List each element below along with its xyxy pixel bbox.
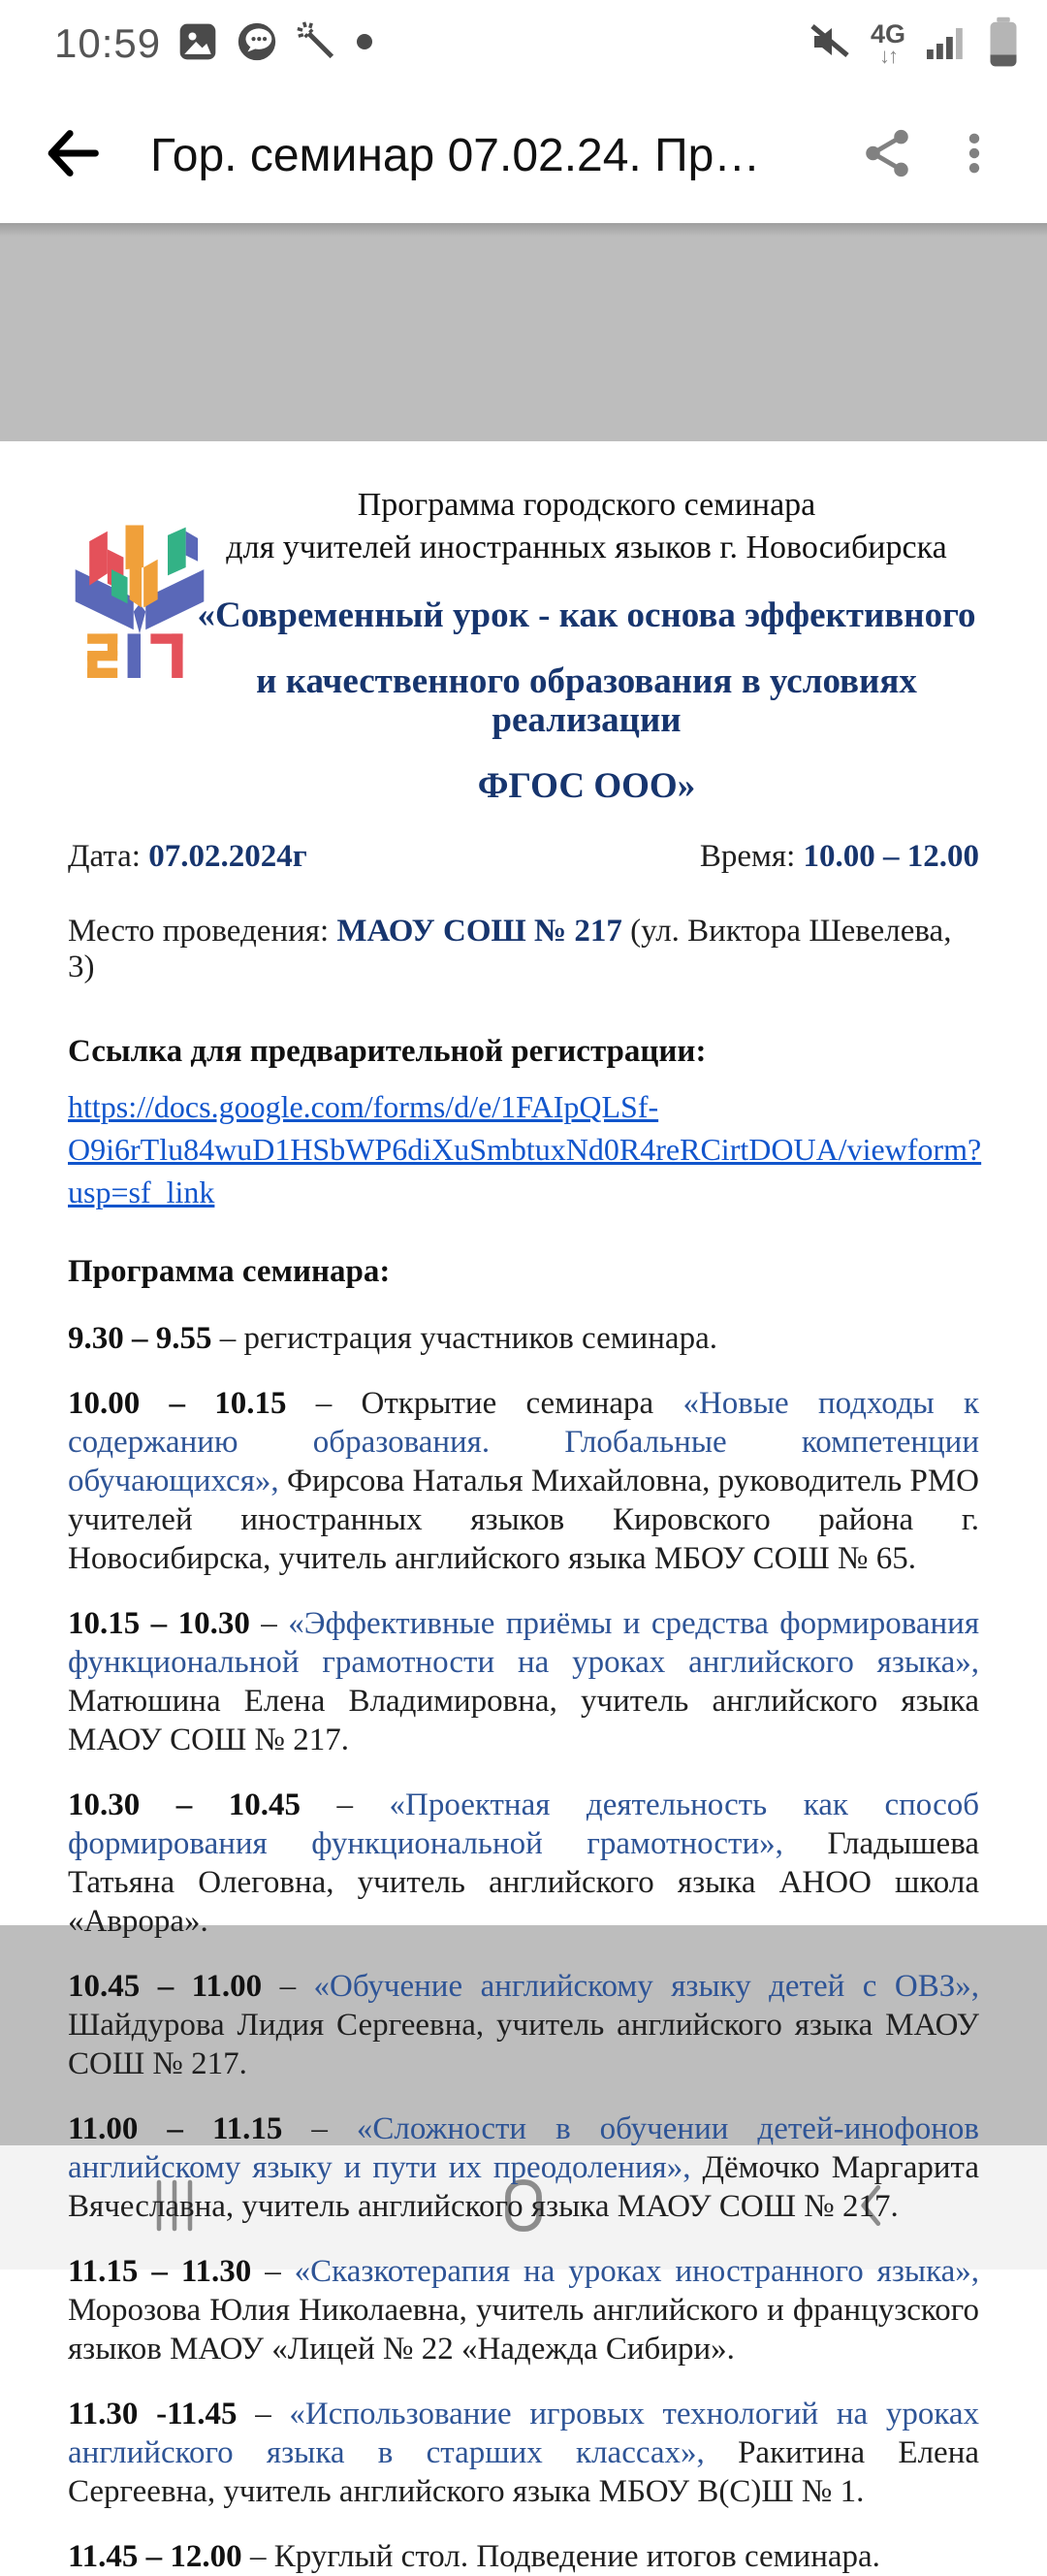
registration-link[interactable]: https://docs.google.com/forms/d/e/1FAIpQLSf-O9i6rTlu84wuD1HSbWP6diXuSmbtuxNd0R4reRCirtDOUA/viewform?usp=sf_link xyxy=(68,1089,982,1209)
overflow-menu-button[interactable] xyxy=(931,112,1018,199)
gallery-icon xyxy=(176,20,219,68)
location-line: Место проведения: МАОУ СОШ № 217 (ул. Виктора Шевелева, 3) xyxy=(68,914,952,984)
app-bar xyxy=(0,87,1047,223)
program-item: 10.00 – 10.15 – Открытие семинара «Новые подходы к содержанию образования. Глобальные компетенции обучающихся», Фирсова Наталья Михайловна, руководитель РМО учителей иностранных языков Кировского района г. Новосибирска, учитель английского языка МБОУ СОШ № 65. xyxy=(68,1386,979,1576)
document-page xyxy=(0,441,1047,2574)
program-list xyxy=(68,1319,979,2576)
school-217-logo xyxy=(68,511,211,678)
share-icon xyxy=(859,125,915,186)
program-item: 10.30 – 10.45 – «Проектная деятельность как способ формирования функциональной грамотности», Гладышева Татьяна Олеговна, учитель английского языка АНОО школа «Аврора». xyxy=(68,1787,980,1939)
registration-label: Ссылка для предварительной регистрации: xyxy=(68,1034,707,1069)
back-button[interactable] xyxy=(29,112,116,199)
document-title: Гор. семинар 07.02.24. Пр… xyxy=(150,129,761,181)
clock: 10:59 xyxy=(54,20,162,66)
program-heading: Программа семинара: xyxy=(68,1254,391,1289)
chat-icon xyxy=(235,19,279,69)
program-item: 11.30 -11.45 – «Использование игровых технологий на уроках английского языка в старших классах», Ракитина Елена Сергеевна, учитель английского языка МБОУ В(С)Ш № 1. xyxy=(68,2397,979,2509)
mute-icon xyxy=(807,18,853,70)
network-type-indicator: 4G ↓↑ xyxy=(870,18,905,68)
header-line-2: для учителей иностранных языков г. Новосибирска xyxy=(226,530,947,565)
time-field: Время: 10.00 – 12.00 xyxy=(699,839,979,874)
date-value: 07.02.2024г xyxy=(148,839,307,874)
program-item: 11.15 – 11.30 – «Сказкотерапия на уроках иностранного языка», Морозова Юлия Николаевна, учитель английского и французского языков МАОУ «Лицей № 22 «Надежда Сибири». xyxy=(68,2254,980,2367)
date-time-row xyxy=(68,839,979,875)
back-arrow-icon xyxy=(39,119,107,192)
seminar-title-line-1: «Современный урок - как основа эффективного xyxy=(197,596,976,635)
overflow-dots-icon xyxy=(949,128,999,183)
program-item: 10.45 – 11.00 – «Обучение английскому языку детей с ОВЗ», Шайдурова Лидия Сергеевна, учитель английского языка МАОУ СОШ № 217. xyxy=(68,1969,980,2081)
seminar-title-line-2: и качественного образования в условиях реализации xyxy=(256,661,917,740)
time-value: 10.00 – 12.00 xyxy=(803,839,979,874)
magic-wand-icon xyxy=(295,19,339,69)
location-value: МАОУ СОШ № 217 xyxy=(336,914,622,949)
program-item: 9.30 – 9.55 – регистрация участников семинара. xyxy=(68,1321,717,1356)
seminar-title-line-3: ФГОС ООО» xyxy=(477,766,696,806)
document-header xyxy=(194,484,979,806)
program-item: 11.45 – 12.00 – Круглый стол. Подведение итогов семинара. xyxy=(68,2539,880,2574)
program-item: 10.15 – 10.30 – «Эффективные приёмы и средства формирования функциональной грамотности на уроках английского языка», Матюшина Елена Владимировна, учитель английского языка МАОУ СОШ № 217. xyxy=(68,1606,980,1757)
header-line-1: Программа городского семинара xyxy=(357,487,816,523)
date-field: Дата: 07.02.2024г xyxy=(68,839,307,874)
share-button[interactable] xyxy=(843,112,931,199)
status-bar xyxy=(0,0,1047,87)
document-viewer[interactable] xyxy=(0,223,1047,2574)
program-item: 11.00 – 11.15 – «Сложности в обучении детей-инофонов английскому языку и пути их преодоления», Дёмочко Маргарита Вячеславна, учитель английского языка МАОУ СОШ № 217. xyxy=(68,2111,980,2224)
battery-icon xyxy=(987,16,1020,73)
notification-dot xyxy=(355,32,374,56)
signal-icon xyxy=(923,18,969,70)
